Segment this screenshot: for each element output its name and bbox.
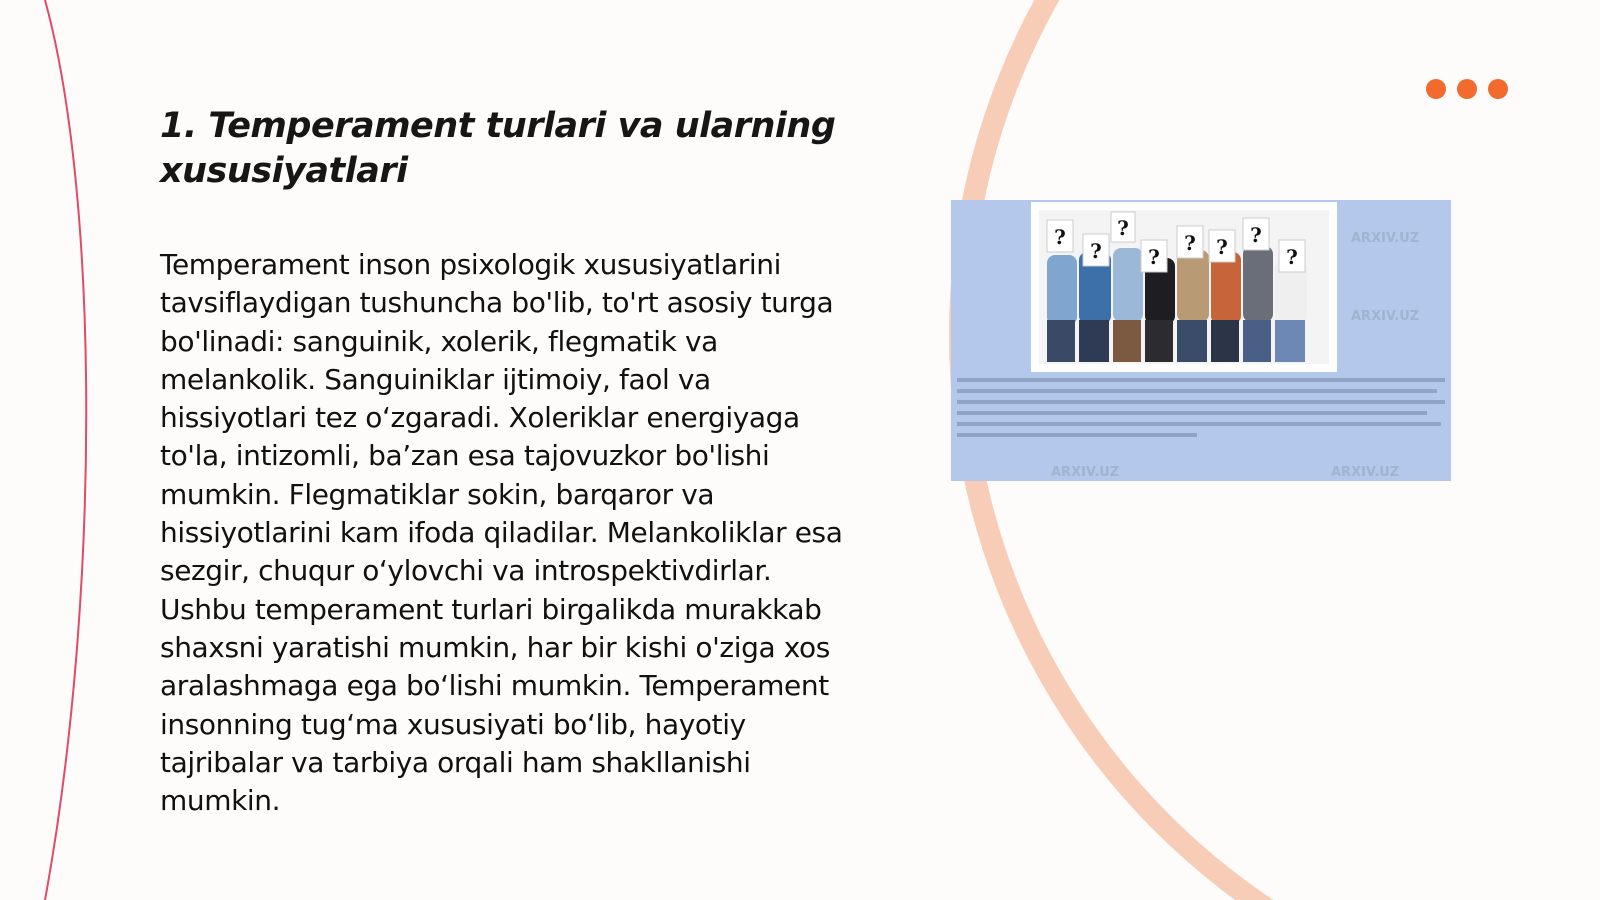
svg-text:?: ?: [1148, 245, 1160, 269]
slide-title: 1. Temperament turlari va ularning xususiyatlari: [160, 106, 836, 191]
svg-text:?: ?: [1054, 225, 1066, 249]
svg-text:ARXIV.UZ: ARXIV.UZ: [1331, 465, 1400, 480]
svg-text:?: ?: [1216, 235, 1228, 259]
dot-icon: [1488, 79, 1508, 99]
svg-text:?: ?: [1090, 239, 1102, 263]
svg-text:?: ?: [1117, 216, 1129, 240]
svg-text:?: ?: [1250, 223, 1262, 247]
slide-body-text: Temperament inson psixologik xususiyatlarini tavsiflaydigan tushuncha bo'lib, to'rt asosiy turga bo'linadi: sanguinik, xolerik, flegmatik va melankolik. Sanguiniklar ijtimoiy, faol va hissiyotlari tez o‘zgaradi. Xoleriklar energiyaga to'la, intizomli, ba’zan esa tajovuzkor bo'lishi mumkin. Flegmatiklar sokin, barqaror va hissiyotlarini kam ifoda qiladilar. Melankoliklar esa sezgir, chuqur o‘ylovchi va introspektivdirlar. Ushbu temperament turlari birgalikda murakkab shaxsni yaratishi mumkin, har bir kishi o'ziga xos aralashmaga ega bo‘lishi mumkin. Temperament insonning tug‘ma xususiyati bo‘lib, hayotiy tajribalar va tarbiya orqali ham shakllanishi mumkin.: [160, 248, 843, 818]
dot-icon: [1457, 79, 1477, 99]
people-with-question-marks-image: [951, 200, 1451, 481]
more-dots-icon: [1426, 79, 1508, 99]
svg-text:?: ?: [1184, 231, 1196, 255]
svg-text:ARXIV.UZ: ARXIV.UZ: [1351, 309, 1420, 324]
svg-text:?: ?: [1286, 245, 1298, 269]
svg-text:ARXIV.UZ: ARXIV.UZ: [1051, 465, 1120, 480]
left-curve-line: [45, 0, 86, 900]
svg-text:ARXIV.UZ: ARXIV.UZ: [1351, 231, 1420, 246]
dot-icon: [1426, 79, 1446, 99]
